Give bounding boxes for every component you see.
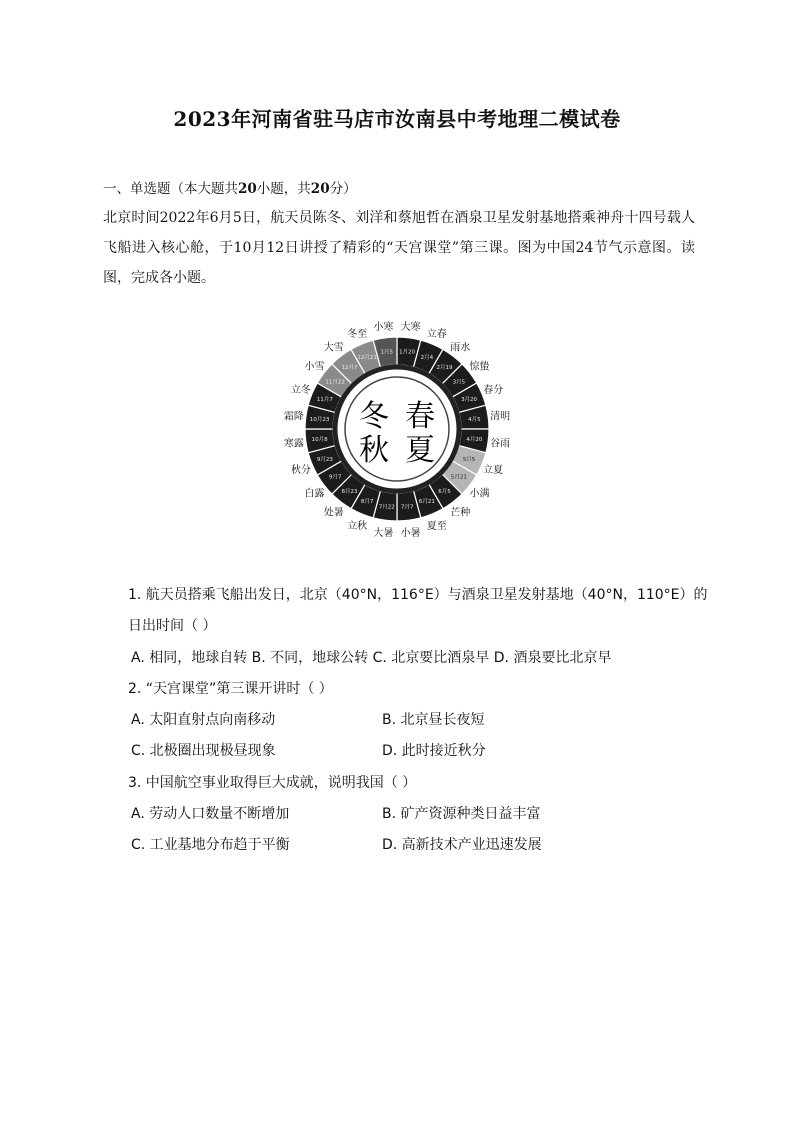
score-count: 20 — [310, 181, 330, 197]
solar-term-label: 立春 — [426, 328, 447, 340]
wheel-date-label: 3月20 — [461, 397, 478, 404]
solar-term-label: 清明 — [490, 411, 511, 423]
center-char-summer: 夏 — [405, 433, 435, 468]
solar-term-label: 白露 — [304, 488, 325, 500]
wheel-date-label: 4月20 — [466, 437, 483, 444]
wheel-date-label: 2月19 — [436, 365, 453, 372]
wheel-date-label: 4月5 — [468, 416, 481, 423]
solar-terms-figure — [262, 318, 532, 540]
wheel-date-label: 10月8 — [311, 437, 328, 444]
question-2-stem: 2. “天宫课堂”第三课开讲时（ ） — [128, 681, 333, 697]
question-2-option-b: B. 北京昼长夜短 — [382, 712, 485, 728]
solar-term-label: 惊蛰 — [469, 361, 490, 373]
solar-term-label: 大暑 — [373, 528, 394, 540]
question-2-option-a: A. 太阳直射点向南移动 — [131, 712, 276, 728]
wheel-date-label: 7月22 — [378, 504, 395, 511]
solar-term-label: 芒种 — [450, 507, 471, 519]
wheel-date-label: 3月5 — [452, 379, 466, 386]
solar-term-label: 小雪 — [304, 361, 325, 373]
solar-term-label: 大雪 — [323, 342, 344, 354]
solar-term-label: 雨水 — [450, 342, 471, 354]
question-count: 20 — [238, 181, 257, 197]
section-heading — [103, 177, 357, 197]
solar-term-label: 秋分 — [290, 464, 311, 476]
wheel-date-label: 10月23 — [309, 416, 330, 423]
wheel-date-label: 1月20 — [399, 349, 416, 356]
wheel-date-label: 11月7 — [316, 397, 333, 404]
solar-term-label: 冬至 — [347, 328, 368, 340]
wheel-date-label: 1月5 — [380, 349, 394, 356]
question-3-option-a: A. 劳动人口数量不断增加 — [131, 806, 290, 822]
solar-term-label: 小暑 — [400, 528, 421, 540]
page-title: 2023年河南省驻马店市汝南县中考地理二模试卷 — [173, 107, 621, 131]
question-3-stem: 3. 中国航空事业取得巨大成就，说明我国（ ） — [128, 775, 417, 791]
solar-term-label: 谷雨 — [490, 438, 511, 450]
question-2-option-d: D. 此时接近秋分 — [382, 743, 486, 759]
wheel-date-label: 12月21 — [357, 354, 377, 361]
section-heading-suffix: 分） — [329, 181, 357, 197]
wheel-date-label: 2月4 — [420, 354, 434, 361]
wheel-date-label: 8月7 — [360, 499, 374, 506]
question-3-option-d: D. 高新技术产业迅速发展 — [382, 837, 542, 853]
wheel-date-label: 6月21 — [418, 499, 435, 506]
solar-term-label: 小寒 — [373, 321, 394, 333]
solar-term-label: 春分 — [483, 385, 504, 397]
solar-terms-diagram — [262, 318, 532, 540]
question-1-options: A. 相同，地球自转 B. 不同，地球公转 C. 北京要比酒泉早 D. 酒泉要比北京早 — [131, 650, 612, 666]
solar-term-label: 立夏 — [483, 464, 504, 476]
center-char-spring: 春 — [405, 399, 435, 434]
wheel-date-label: 5月5 — [462, 456, 476, 463]
question-3-option-c: C. 工业基地分布趋于平衡 — [131, 837, 290, 853]
solar-term-label: 小满 — [469, 488, 490, 500]
solar-term-label: 霜降 — [283, 411, 304, 423]
solar-term-label: 立冬 — [290, 385, 311, 397]
wheel-date-label: 9月23 — [316, 456, 333, 463]
wheel-date-label: 5月21 — [450, 474, 467, 481]
solar-term-label: 立秋 — [347, 521, 368, 533]
center-char-autumn: 秋 — [359, 433, 389, 468]
question-1-line2: 日出时间（ ） — [128, 618, 217, 634]
wheel-date-label: 9月7 — [328, 474, 342, 481]
wheel-date-label: 6月5 — [438, 488, 451, 495]
solar-term-label: 夏至 — [426, 521, 447, 533]
question-1-line1: 1. 航天员搭乘飞船出发日，北京（40°N，116°E）与酒泉卫星发射基地（40°N，110°E）的 — [128, 587, 708, 603]
intro-paragraph: 北京时间2022年6月5日，航天员陈冬、刘洋和蔡旭哲在酒泉卫星发射基地搭乘神舟十四号载人飞船进入核心舱，于10月12日讲授了精彩的“天宫课堂”第三课。图为中国24节气示意图。读图，完成各小题。 — [103, 210, 695, 286]
wheel-date-label: 12月7 — [341, 365, 358, 372]
wheel-date-label: 8月23 — [341, 488, 358, 495]
question-3-option-b: B. 矿产资源种类日益丰富 — [382, 806, 541, 822]
section-heading-mid: 小题，共 — [256, 181, 311, 197]
section-heading-prefix: 一、单选题（本大题共 — [103, 181, 238, 197]
solar-term-label: 寒露 — [283, 438, 304, 450]
center-char-winter: 冬 — [359, 399, 389, 434]
question-2-option-c: C. 北极圈出现极昼现象 — [131, 743, 276, 759]
solar-term-label: 处暑 — [323, 507, 344, 519]
wheel-date-label: 7月7 — [400, 504, 414, 511]
wheel-date-label: 11月22 — [325, 379, 345, 386]
solar-term-label: 大寒 — [400, 321, 421, 333]
